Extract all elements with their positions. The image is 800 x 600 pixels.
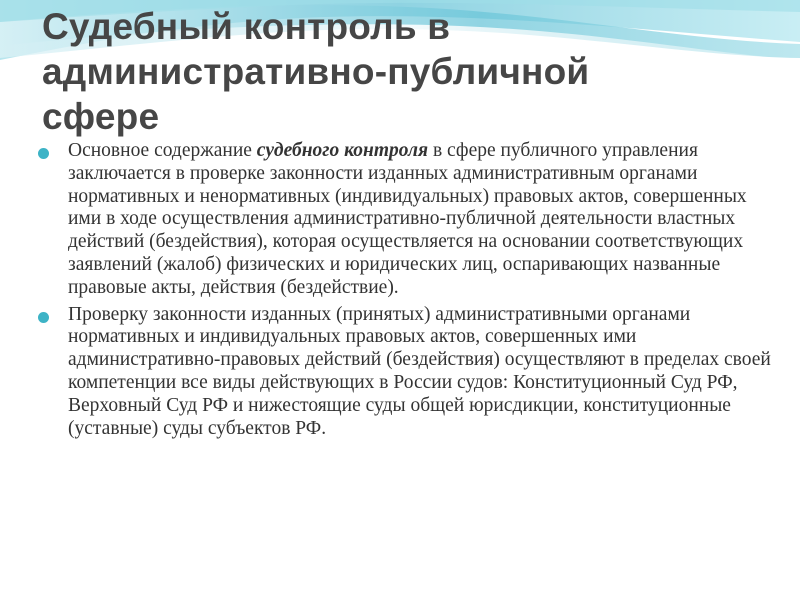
bullet-list	[38, 140, 773, 444]
bullet-item-1	[38, 140, 773, 300]
title-line-1: Судебный контроль в	[42, 6, 451, 47]
bullet-dot-icon	[38, 148, 49, 159]
bullet-dot-icon	[38, 312, 49, 323]
title-line-2: административно-публичной	[42, 51, 590, 92]
bullet-text-1	[68, 140, 773, 300]
bullet-1-emphasis: судебного контроля	[256, 140, 429, 161]
bullet-item-2	[38, 304, 773, 441]
bullet-text-2: Проверку законности изданных (принятых) административными органами нормативных и индивидуальных правовых актов, совершенных ими административно-правовых действий (бездействия) осуществляют в пределах своей компетенции все виды действующих в России судов: Конституционный Суд РФ, Верховный Суд РФ и нижестоящие суды общей юрисдикции, конституционные (уставные) суды субъектов РФ.	[68, 303, 771, 439]
bullet-1-text-after: в сфере публичного управления заключается в проверке законности изданных административным органами нормативных и ненормативных (индивидуальных) правовых актов, совершенных ими в ходе осуществления административно-публичной деятельности властных действий (бездействия), которая осуществляется на основании соответствующих заявлений (жалоб) физических и юридических лиц, оспаривающих названные правовые акты, действия (бездействие).	[68, 140, 747, 298]
bullet-1-text-before: Основное содержание	[68, 140, 257, 161]
slide-title	[42, 4, 782, 139]
title-line-3: сфере	[42, 96, 160, 137]
